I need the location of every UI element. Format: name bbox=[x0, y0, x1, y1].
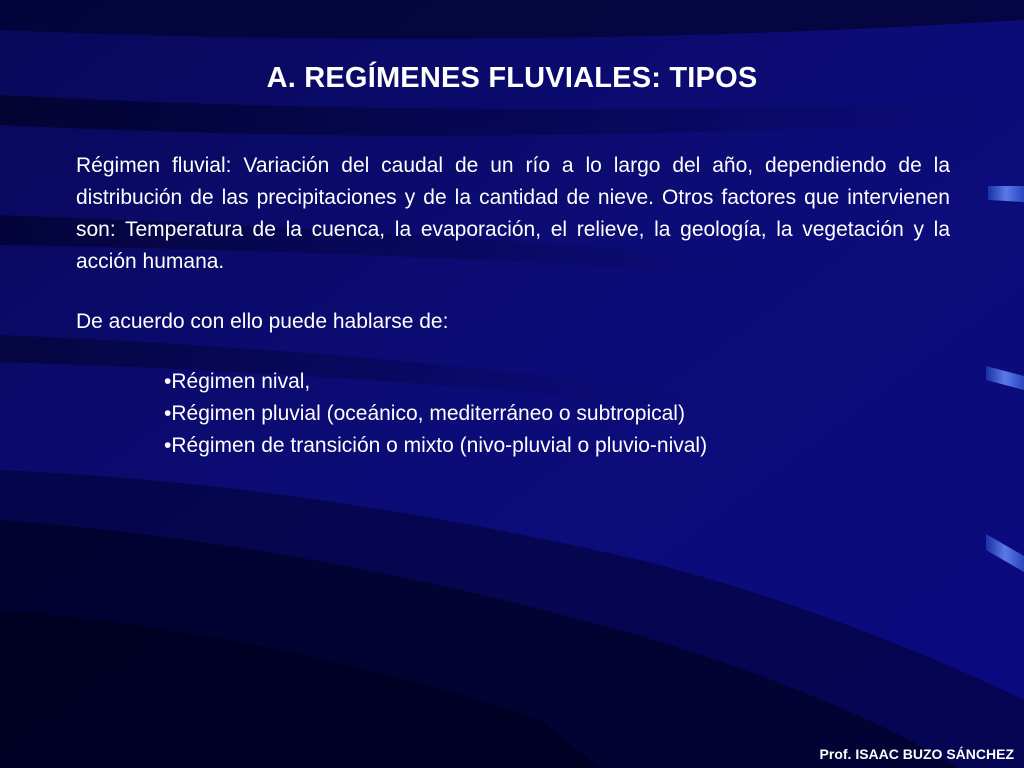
slide-title: A. REGÍMENES FLUVIALES: TIPOS bbox=[266, 62, 758, 94]
author-footer: Prof. ISAAC BUZO SÁNCHEZ bbox=[819, 746, 1014, 762]
regime-item-nival: •Régimen nival, bbox=[164, 370, 311, 393]
definition-paragraph: Régimen fluvial: Variación del caudal de un río a lo largo del año, dependiendo de la distribución de las precipitaciones y de la cantidad de nieve. Otros factores que intervienen son: Temperatura de la cuenca, la evaporación, el relieve, la geología, la vegetación y la acción humana. bbox=[76, 154, 950, 273]
regime-item-mixto: •Régimen de transición o mixto (nivo-pluvial o pluvio-nival) bbox=[164, 434, 708, 457]
intro-line: De acuerdo con ello puede hablarse de: bbox=[76, 310, 449, 333]
regime-list bbox=[164, 366, 707, 462]
regime-item-pluvial: •Régimen pluvial (oceánico, mediterráneo o subtropical) bbox=[164, 402, 685, 425]
